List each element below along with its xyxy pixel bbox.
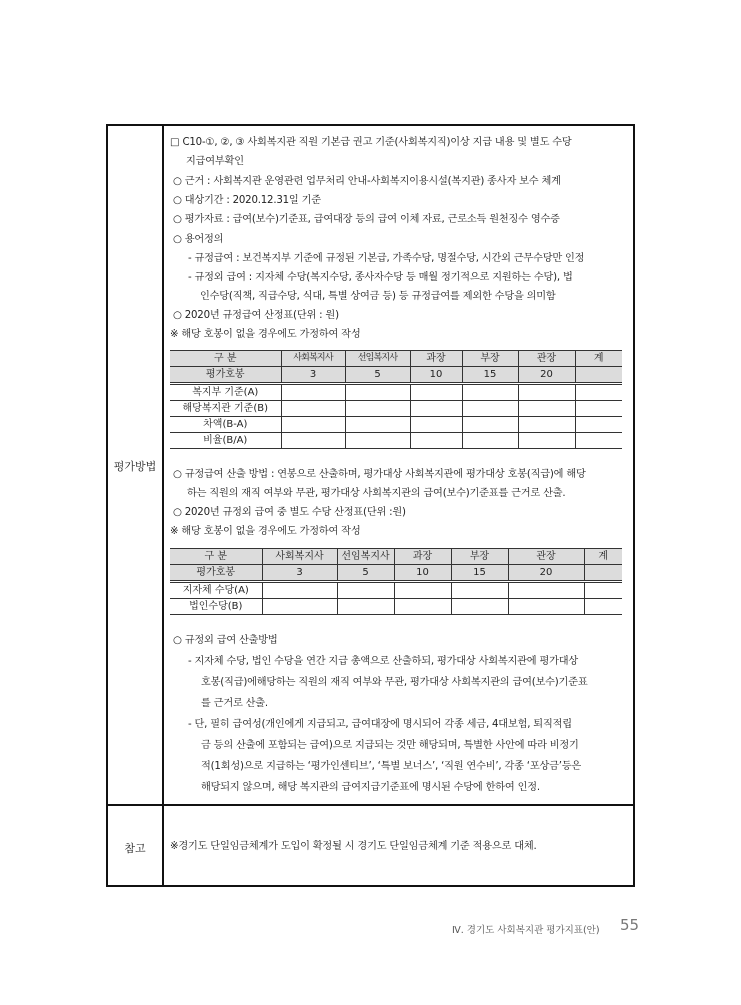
note-label: 참고 xyxy=(124,842,146,855)
table-row xyxy=(170,401,622,417)
other-pay-calc-1-cont: 호봉(직급)에해당하는 직원의 재직 여부와 무관, 평가대상 사회복지관의 급여(보수)기준표 xyxy=(201,677,588,688)
regular-pay-calc-method: ○ 규정급여 산출 방법 : 연봉으로 산출하며, 평가대상 사회복지관에 평가대상 호봉(직급)에 해당 xyxy=(173,469,586,480)
regular-pay-calc-method-cont: 하는 직원의 재직 여부와 무관, 평가대상 사회복지관의 급여(보수)기준표를 근거로 산출. xyxy=(187,488,566,499)
other-pay-calc-2-cont3: 해당되지 않으며, 해당 복지관의 급여지급기준표에 명시된 수당에 한하여 인정. xyxy=(201,782,540,793)
table-cell[interactable] xyxy=(518,384,575,401)
table-row-label: 복지부 기준(A) xyxy=(170,384,281,401)
table-cell[interactable] xyxy=(281,401,345,417)
other-pay-calc-2-cont2: 적(1회성)으로 지급하는 ‘평가인센티브’, ‘특별 보너스’, ‘직원 연수비’, 각종 ‘포상금’등은 xyxy=(201,761,582,772)
table-cell: 15 xyxy=(451,565,508,582)
table-cell[interactable] xyxy=(281,384,345,401)
table-cell[interactable] xyxy=(337,582,394,599)
page-number: 55 xyxy=(620,916,640,934)
note-text: ※경기도 단일임금체계가 도입이 확정될 시 경기도 단일임금체계 기준 적용으로 대체. xyxy=(170,841,537,852)
table-cell[interactable] xyxy=(462,384,518,401)
table-cell[interactable] xyxy=(451,582,508,599)
table-header-cell: 관장 xyxy=(508,549,584,565)
table-cell[interactable] xyxy=(518,417,575,433)
table-header-cell: 관장 xyxy=(518,351,575,367)
criterion-line-cont: 지급여부확인 xyxy=(186,156,244,167)
table-row-label: 지자체 수당(A) xyxy=(170,582,262,599)
method-label: 평가방법 xyxy=(113,460,157,473)
row-divider xyxy=(106,804,635,806)
table-header-cell: 구 분 xyxy=(170,351,281,367)
table-cell[interactable] xyxy=(281,417,345,433)
table-header-cell: 계 xyxy=(584,549,622,565)
table-row xyxy=(170,599,622,615)
table-cell: 15 xyxy=(462,367,518,384)
table-cell[interactable] xyxy=(345,401,410,417)
table-cell[interactable] xyxy=(451,599,508,615)
table-header-cell: 부장 xyxy=(462,351,518,367)
table1-note: ※ 해당 호봉이 없을 경우에도 가정하여 작성 xyxy=(170,329,361,340)
table-cell[interactable] xyxy=(262,582,337,599)
term-regular-pay: - 규정급여 : 보건복지부 기준에 규정된 기본급, 가족수당, 명절수당, 시간외 근무수당만 인정 xyxy=(188,253,585,264)
period-item: ○ 대상기간 : 2020.12.31일 기준 xyxy=(173,195,321,206)
table-cell[interactable] xyxy=(575,401,622,417)
basis-item: ○ 근거 : 사회복지관 운영관련 업무처리 안내-사회복지이용시설(복지관) 종사자 보수 체계 xyxy=(173,176,561,187)
table-cell[interactable] xyxy=(410,417,462,433)
table-row xyxy=(170,433,622,449)
table-cell[interactable] xyxy=(518,401,575,417)
table-cell: 평가호봉 xyxy=(170,367,281,384)
table-cell[interactable] xyxy=(462,433,518,449)
footer-section-title: Ⅳ. 경기도 사회복지관 평가지표(안) xyxy=(452,925,600,936)
other-allowance-table xyxy=(170,548,622,615)
table-header-cell: 과장 xyxy=(410,351,462,367)
table-row-label: 법인수당(B) xyxy=(170,599,262,615)
term-other-pay: - 규정외 급여 : 지자체 수당(복지수당, 종사자수당 등 매월 정기적으로 지원하는 수당), 법 xyxy=(188,272,573,283)
table-row xyxy=(170,384,622,401)
table-cell: 3 xyxy=(281,367,345,384)
table-cell: 10 xyxy=(410,367,462,384)
table-cell[interactable] xyxy=(410,433,462,449)
table-cell[interactable] xyxy=(462,401,518,417)
table-header-cell: 사회복지사 xyxy=(281,351,345,367)
table-row xyxy=(170,582,622,599)
table-header-cell: 선임복지사 xyxy=(345,351,410,367)
table-row xyxy=(170,417,622,433)
table-row-label: 차액(B-A) xyxy=(170,417,281,433)
table-cell: 20 xyxy=(518,367,575,384)
table-cell: 3 xyxy=(262,565,337,582)
table1-title: ○ 2020년 규정급여 산정표(단위 : 원) xyxy=(173,310,339,321)
table-cell xyxy=(575,367,622,384)
terms-heading: ○ 용어정의 xyxy=(173,234,224,245)
table-cell: 10 xyxy=(394,565,451,582)
table2-title: ○ 2020년 규정외 급여 중 별도 수당 산정표(단위 :원) xyxy=(173,507,406,518)
criterion-line: □ C10-①, ②, ③ 사회복지관 직원 기본급 권고 기준(사회복지직)이상 지급 내용 및 별도 수당 xyxy=(170,137,572,148)
table-row-label: 비율(B/A) xyxy=(170,433,281,449)
table-cell[interactable] xyxy=(281,433,345,449)
table-cell[interactable] xyxy=(584,582,622,599)
other-pay-calc-2-cont: 금 등의 산출에 포함되는 급여)으로 지급되는 것만 해당되며, 특별한 사안에 따라 비정기 xyxy=(201,740,579,751)
table-cell[interactable] xyxy=(518,433,575,449)
table2-note: ※ 해당 호봉이 없을 경우에도 가정하여 작성 xyxy=(170,526,361,537)
grade-row xyxy=(170,367,622,384)
table-cell[interactable] xyxy=(262,599,337,615)
table-cell[interactable] xyxy=(575,433,622,449)
table-cell[interactable] xyxy=(575,417,622,433)
table-cell[interactable] xyxy=(462,417,518,433)
table-row-label: 해당복지관 기준(B) xyxy=(170,401,281,417)
column-divider xyxy=(162,124,164,887)
table-header-cell: 부장 xyxy=(451,549,508,565)
table-cell[interactable] xyxy=(337,599,394,615)
table-header-cell: 선임복지사 xyxy=(337,549,394,565)
other-pay-calc-heading: ○ 규정외 급여 산출방법 xyxy=(173,635,278,646)
other-pay-calc-1: - 지자체 수당, 법인 수당을 연간 지급 총액으로 산출하되, 평가대상 사회복지관에 평가대상 xyxy=(188,656,579,667)
table-cell[interactable] xyxy=(410,384,462,401)
table-cell xyxy=(584,565,622,582)
table-cell[interactable] xyxy=(584,599,622,615)
table-cell[interactable] xyxy=(345,417,410,433)
table-cell[interactable] xyxy=(394,582,451,599)
other-pay-calc-1-cont2: 를 근거로 산출. xyxy=(201,698,268,709)
table-header-cell: 계 xyxy=(575,351,622,367)
table-header-cell: 구 분 xyxy=(170,549,262,565)
table-header-cell: 과장 xyxy=(394,549,451,565)
materials-item: ○ 평가자료 : 급여(보수)기준표, 급여대장 등의 급여 이체 자료, 근로소득 원천징수 영수증 xyxy=(173,214,560,225)
table-header-row xyxy=(170,549,622,565)
other-pay-calc-2: - 단, 필히 급여성(개인에게 지급되고, 급여대장에 명시되어 각종 세금, 4대보험, 퇴직적립 xyxy=(188,719,572,730)
table-header-cell: 사회복지사 xyxy=(262,549,337,565)
table-cell[interactable] xyxy=(508,582,584,599)
table-cell[interactable] xyxy=(345,433,410,449)
table-cell: 5 xyxy=(337,565,394,582)
table-cell: 평가호봉 xyxy=(170,565,262,582)
table-cell: 20 xyxy=(508,565,584,582)
table-cell[interactable] xyxy=(394,599,451,615)
table-cell[interactable] xyxy=(508,599,584,615)
table-cell[interactable] xyxy=(575,384,622,401)
regular-pay-table xyxy=(170,350,622,449)
table-header-row xyxy=(170,351,622,367)
table-cell[interactable] xyxy=(410,401,462,417)
table-cell[interactable] xyxy=(345,384,410,401)
table-cell: 5 xyxy=(345,367,410,384)
grade-row xyxy=(170,565,622,582)
term-other-pay-cont: 인수당(직책, 직급수당, 식대, 특별 상여금 등) 등 규정급여를 제외한 수당을 의미함 xyxy=(200,291,556,302)
